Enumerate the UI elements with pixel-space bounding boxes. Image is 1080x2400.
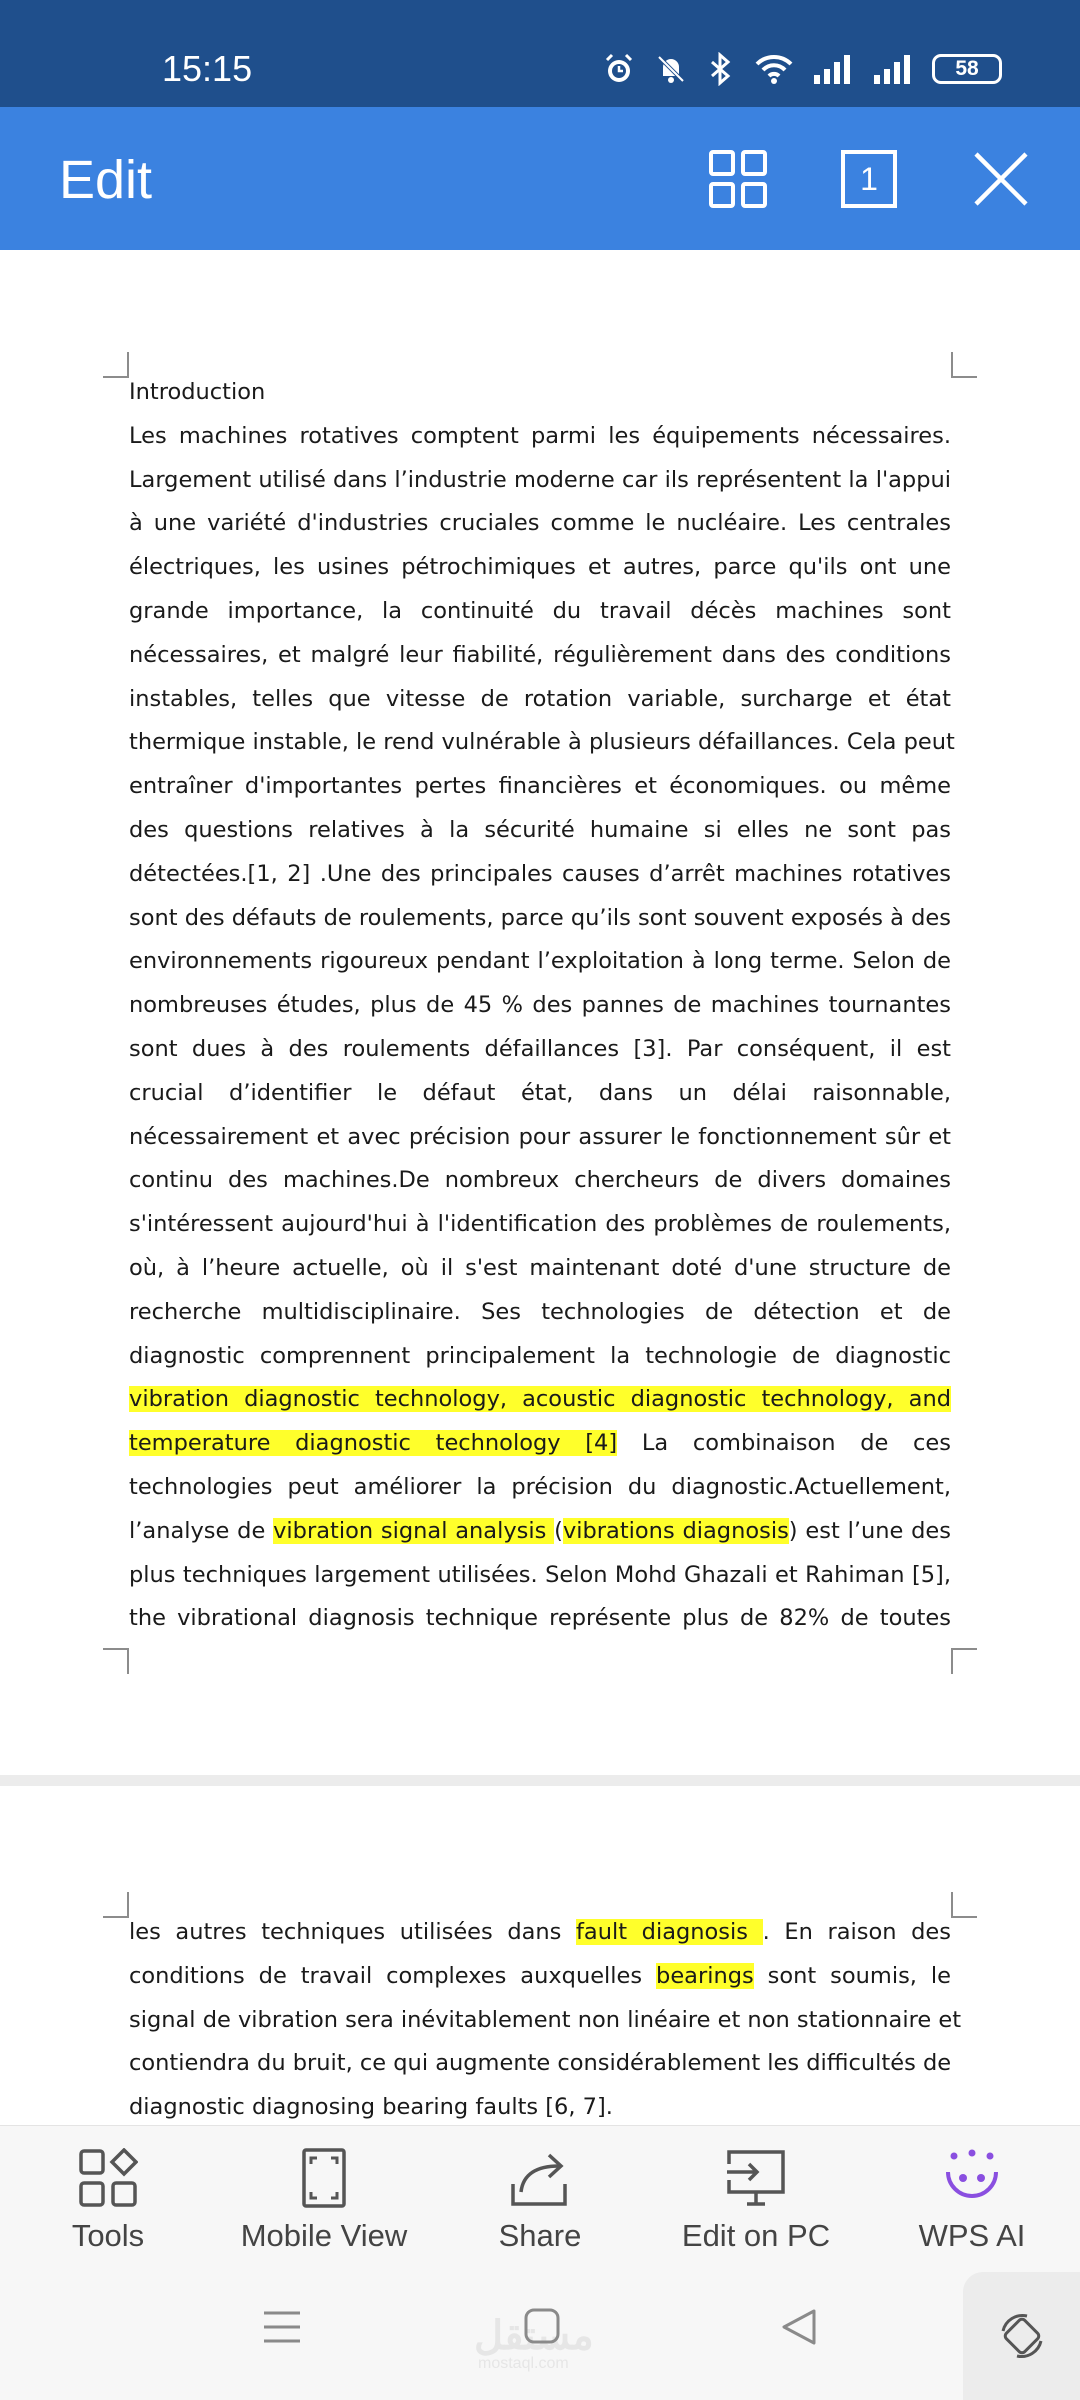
highlighted-text: vibrations diagnosis [562, 1517, 789, 1544]
document-heading: Introduction [129, 379, 266, 405]
text-segment: sont des défauts de roulements, parce qu’ils sont souvent exposés à des [129, 904, 951, 931]
text-segment: plus techniques largement utilisées. Selon Mohd Ghazali et Rahiman [5], [129, 1561, 951, 1588]
alarm-icon [602, 52, 636, 86]
tools-label: Tools [71, 2218, 145, 2253]
tools-button[interactable] [0, 2126, 216, 2267]
wps-ai-label: WPS AI [918, 2218, 1026, 2253]
mobile-view-button[interactable] [216, 2126, 432, 2267]
text-segment: [6, 7]. [545, 2094, 613, 2121]
wps-ai-icon [942, 2148, 1002, 2208]
page-separator [0, 1775, 1080, 1786]
bottom-toolbar [0, 2125, 1080, 2267]
document-line [129, 1597, 951, 1641]
document-line [129, 721, 955, 765]
close-icon [972, 150, 1030, 208]
document-line [129, 853, 951, 897]
margin-corner-mark [951, 1648, 977, 1674]
text-segment: où, à l’heure actuelle, où il s'est maintenant doté d'une structure de [129, 1254, 951, 1281]
highlighted-text: vibration signal analysis [273, 1517, 555, 1544]
page-title: Edit [59, 150, 153, 210]
document-line [129, 1159, 951, 1203]
document-view[interactable] [0, 250, 1080, 2125]
document-line [129, 1028, 951, 1072]
document-line [129, 546, 951, 590]
text-segment: ( [554, 1517, 563, 1544]
back-button[interactable] [780, 2307, 818, 2352]
text-segment: La combinaison de ces [617, 1430, 951, 1457]
signal-icon [812, 53, 854, 85]
margin-corner-mark [103, 1648, 129, 1674]
margin-corner-mark [951, 1892, 977, 1918]
highlighted-text: fault diagnosis [576, 1919, 763, 1945]
text-segment: contiendra du bruit, ce qui augmente considérablement les difficultés de [129, 2050, 952, 2077]
margin-corner-mark [103, 352, 129, 378]
mobile-view-label: Mobile View [240, 2218, 408, 2253]
document-line [129, 1378, 951, 1422]
floating-rotate-button[interactable] [963, 2272, 1080, 2400]
edit-header [0, 107, 1080, 250]
battery-indicator: 58 [932, 54, 1002, 84]
document-line [129, 1911, 951, 1955]
document-line [129, 2042, 951, 2086]
document-line [129, 459, 951, 503]
mute-icon [654, 52, 688, 86]
page-number-button[interactable] [833, 143, 905, 215]
document-line [129, 984, 951, 1028]
document-line [129, 809, 951, 853]
document-line [129, 940, 951, 984]
text-segment: diagnostic diagnosing bearing faults [129, 2094, 546, 2121]
document-line [129, 765, 951, 809]
text-segment: crucial d’identifier le défaut état, dans un délai raisonnable, [129, 1079, 951, 1106]
system-navigation-bar [0, 2267, 1080, 2400]
grid-view-button[interactable] [702, 143, 774, 215]
grid-icon [708, 149, 768, 209]
text-segment: signal de vibration sera inévitablement non linéaire et non stationnaire et [129, 2006, 962, 2033]
text-segment: nécessaires, et malgré leur fiabilité, régulièrement dans des conditions [129, 641, 951, 668]
back-icon [780, 2307, 818, 2347]
share-icon [509, 2148, 571, 2208]
document-line [129, 1999, 962, 2043]
margin-corner-mark [103, 1892, 129, 1918]
signal-icon [872, 53, 914, 85]
text-segment: sont dues à des roulements défaillances [3]. Par conséquent, il est [129, 1035, 951, 1062]
document-line [129, 590, 951, 634]
edit-on-pc-label: Edit on PC [681, 2218, 831, 2253]
home-button[interactable] [523, 2307, 561, 2350]
document-line [129, 678, 951, 722]
close-button[interactable] [965, 143, 1037, 215]
status-icons [602, 52, 1002, 86]
edit-on-pc-icon [725, 2148, 787, 2208]
home-icon [523, 2307, 561, 2345]
mobile-view-icon [294, 2148, 354, 2208]
text-segment: nécessairement et avec précision pour assurer le fonctionnement sûr et [129, 1123, 951, 1150]
share-label: Share [498, 2218, 582, 2253]
page-1-paragraph [129, 415, 955, 1641]
page-icon [841, 150, 897, 208]
highlighted-text: temperature diagnostic technology [4] [129, 1430, 618, 1457]
page-1-text[interactable] [129, 371, 955, 1641]
document-line [129, 897, 951, 941]
watermark-url: mostaql.com [478, 2355, 569, 2372]
status-time: 15:15 [162, 48, 253, 89]
document-line [129, 1466, 951, 1510]
text-segment: . En raison des [762, 1919, 951, 1945]
text-segment: l’analyse de [129, 1517, 274, 1544]
document-line [129, 1203, 951, 1247]
wps-ai-button[interactable] [864, 2126, 1080, 2267]
text-segment: environnements rigoureux pendant l’exploitation à long terme. Selon de [129, 948, 951, 975]
recent-apps-button[interactable] [262, 2307, 302, 2352]
text-segment: nombreuses études, plus de 45 % des pannes de machines tournantes [129, 992, 951, 1019]
status-bar [0, 0, 1080, 107]
document-line [129, 1291, 951, 1335]
text-segment: entraîner d'importantes pertes financières et économiques. ou même [129, 773, 951, 800]
document-line [129, 502, 951, 546]
text-segment: ) est l’une des [788, 1517, 951, 1544]
text-segment: Largement utilisé dans l’industrie moderne car ils représentent la l'appui [129, 466, 951, 493]
document-line [129, 415, 951, 459]
text-segment: électriques, les usines pétrochimiques et autres, parce qu'ils ont une [129, 554, 951, 581]
text-segment: des questions relatives à la sécurité humaine si elles ne sont pas [129, 816, 951, 843]
document-line [129, 1554, 951, 1598]
text-segment: thermique instable, le rend vulnérable à plusieurs défaillances. Cela peut [129, 729, 955, 756]
page-2-paragraph [129, 1911, 962, 2125]
document-line [129, 1072, 951, 1116]
margin-corner-mark [951, 352, 977, 378]
text-segment: sont soumis, le [753, 1962, 951, 1989]
text-segment: continu des machines.De nombreux chercheurs de divers domaines [129, 1167, 951, 1194]
document-line [129, 1955, 951, 1999]
highlighted-text: vibration diagnostic technology, acoustic diagnostic technology, and [129, 1386, 951, 1413]
edit-on-pc-button[interactable] [648, 2126, 864, 2267]
document-line [129, 634, 951, 678]
text-segment: grande importance, la continuité du travail décès machines sont [129, 597, 951, 624]
text-segment: the vibrational diagnosis technique représente plus de 82% de toutes [129, 1605, 951, 1632]
document-line [129, 1116, 951, 1160]
page-2-text[interactable] [129, 1911, 962, 2125]
text-segment: technologies peut améliorer la précision du diagnostic.Actuellement, [129, 1473, 951, 1500]
share-button[interactable] [432, 2126, 648, 2267]
document-line [129, 1510, 951, 1554]
text-segment: à une variété d'industries cruciales comme le nucléaire. Les centrales [129, 510, 951, 537]
document-line [129, 1422, 951, 1466]
menu-icon [262, 2307, 302, 2347]
highlighted-text: bearings [656, 1962, 754, 1989]
text-segment: détectées.[1, 2] .Une des principales causes d’arrêt machines rotatives [129, 860, 951, 887]
text-segment: instables, telles que vitesse de rotation variable, surcharge et état [129, 685, 951, 712]
text-segment: s'intéressent aujourd'hui à l'identification des problèmes de roulements, [129, 1211, 951, 1238]
text-segment: les autres techniques utilisées dans [129, 1919, 577, 1945]
wifi-icon [754, 53, 794, 85]
document-line [129, 2086, 951, 2125]
bluetooth-icon [706, 52, 736, 86]
text-segment: conditions de travail complexes auxquelles [129, 1962, 657, 1989]
document-line [129, 1247, 951, 1291]
page-number: 1 [860, 160, 878, 197]
watermark-logo: مستقل [474, 2314, 594, 2358]
document-line [129, 1335, 951, 1379]
rotate-icon [997, 2311, 1047, 2361]
text-segment: recherche multidisciplinaire. Ses technologies de détection et de [129, 1298, 951, 1325]
text-segment: Les machines rotatives comptent parmi les équipements nécessaires. [129, 422, 951, 449]
text-segment: diagnostic comprennent principalement la technologie de diagnostic [129, 1342, 951, 1369]
tools-icon [78, 2148, 138, 2208]
